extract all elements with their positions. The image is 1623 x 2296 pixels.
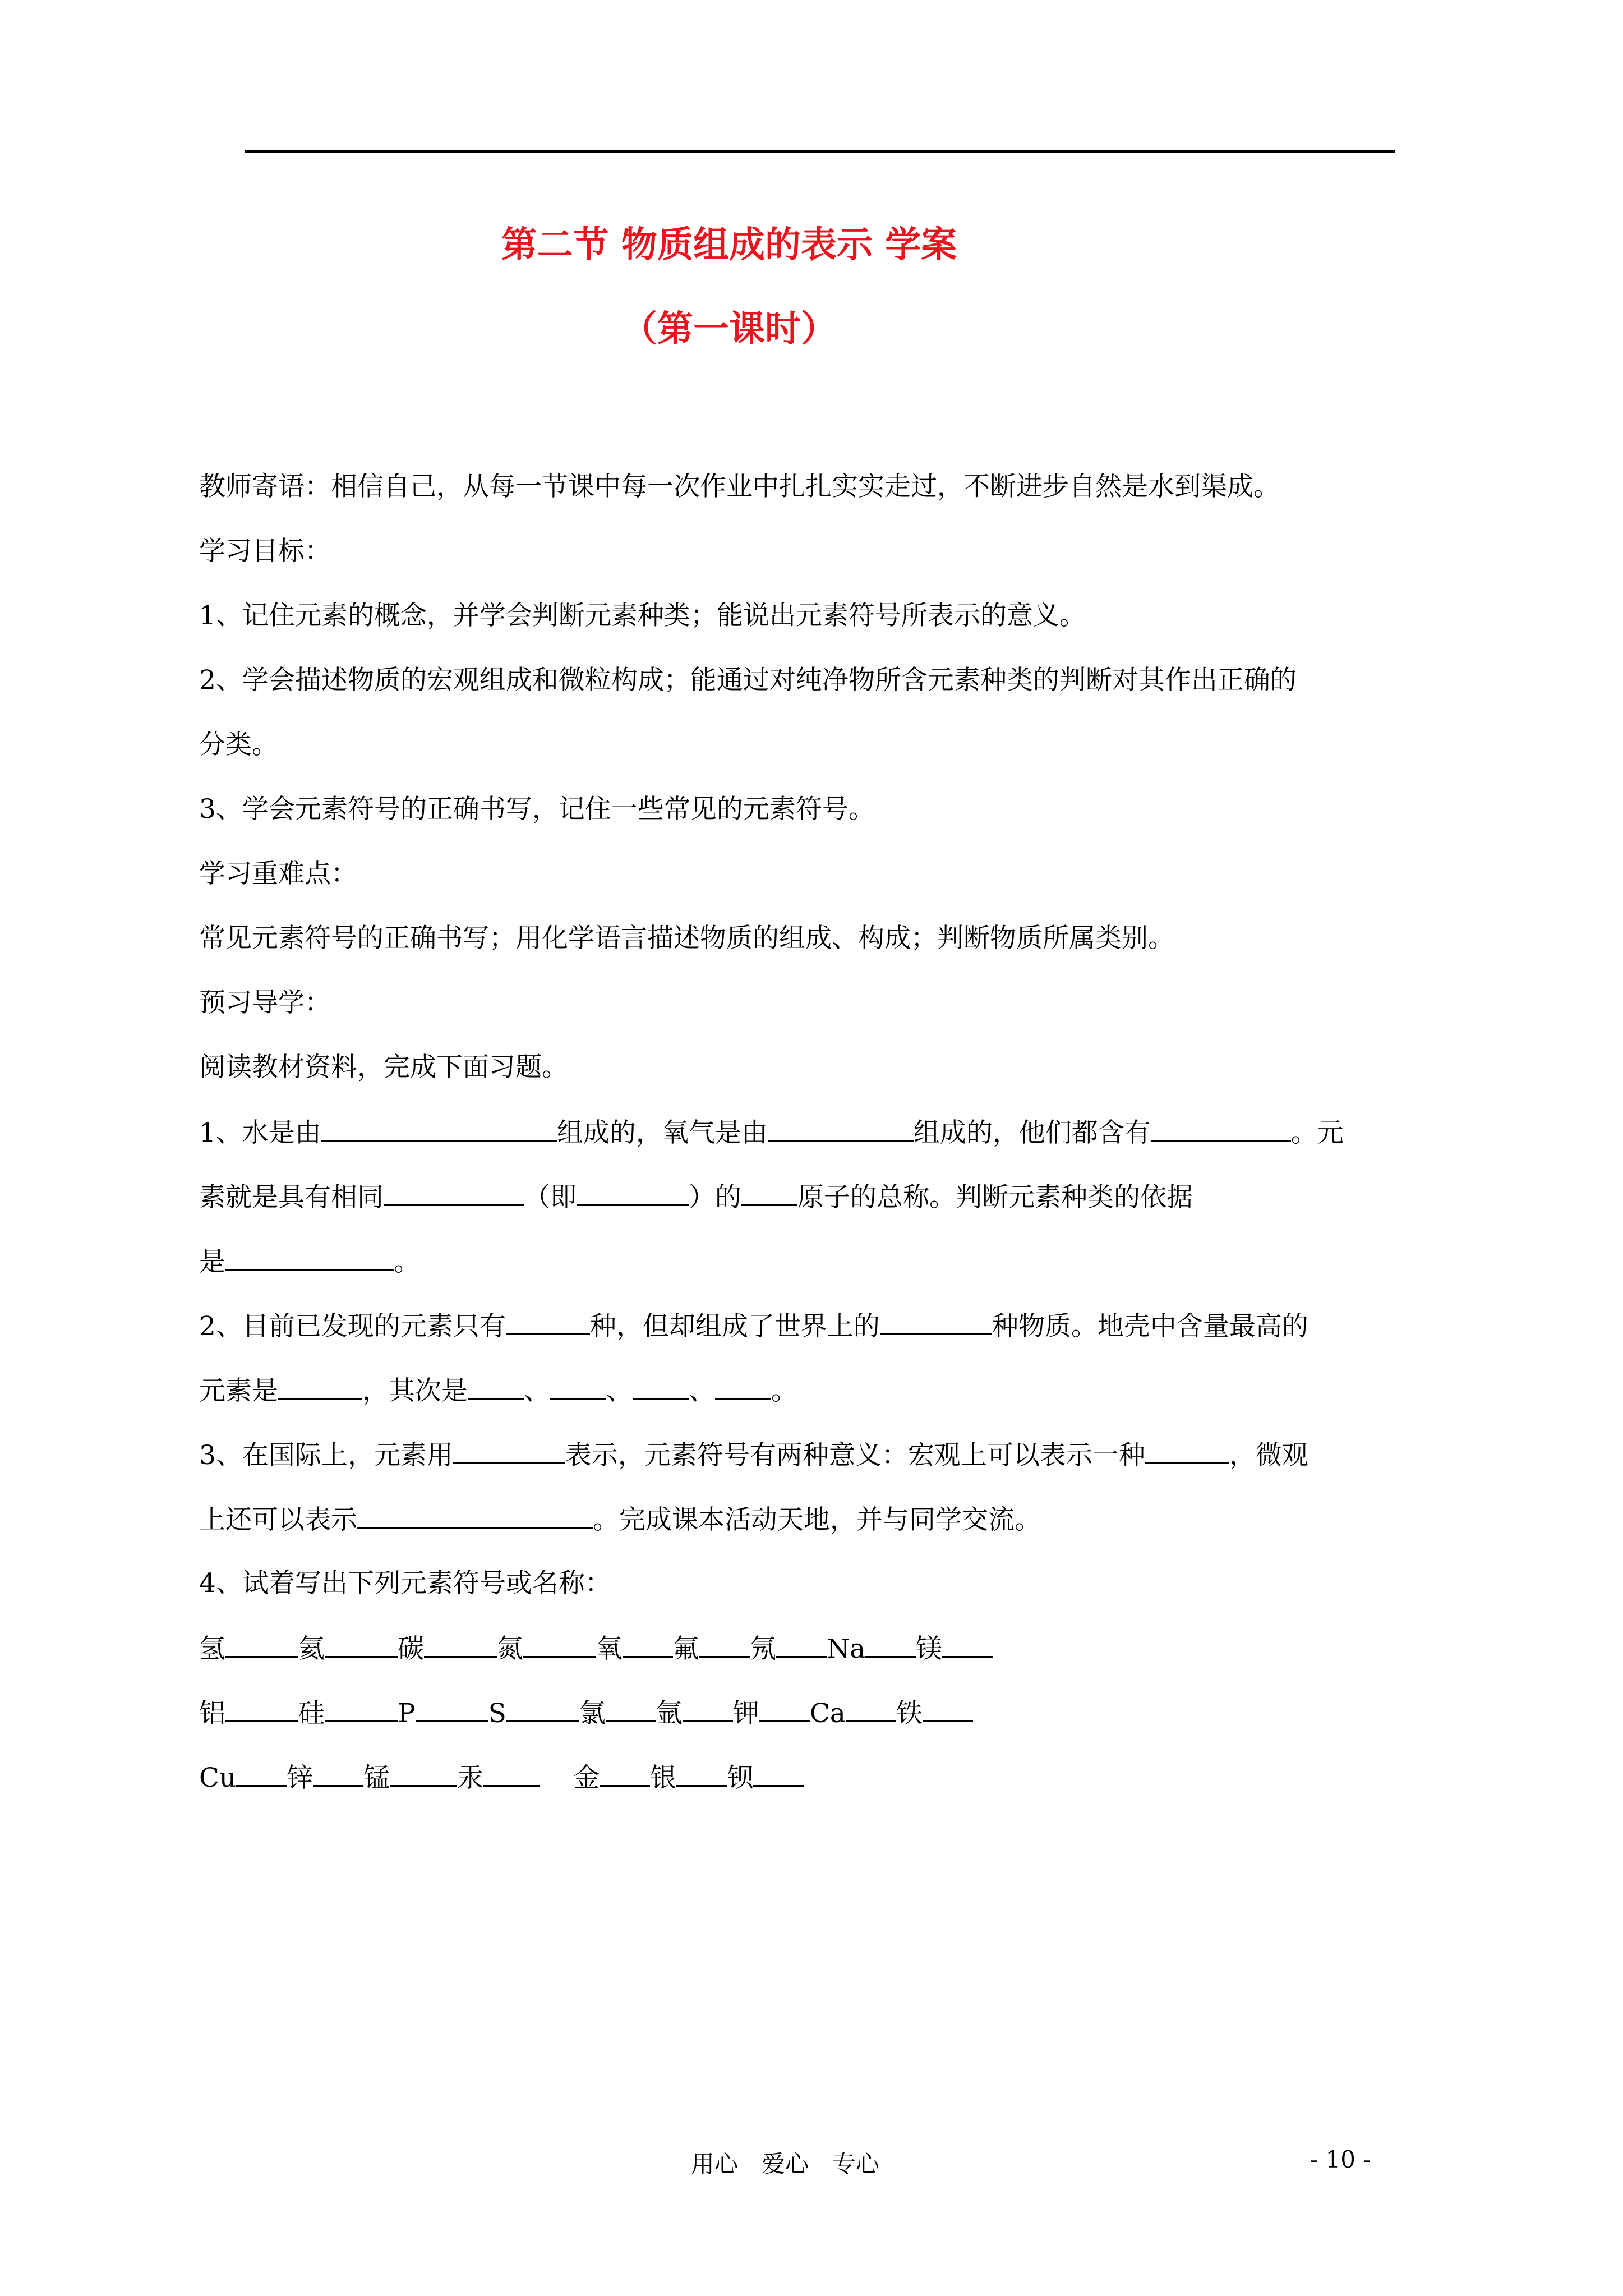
answer-blank[interactable]	[236, 1760, 287, 1787]
answer-blank[interactable]	[453, 1438, 565, 1464]
answer-blank[interactable]	[313, 1760, 363, 1787]
element-label: 铝	[199, 1698, 225, 1729]
goal-2-line-1: 2、学会描述物质的宏观组成和微粒构成；能通过对纯净物所含元素种类的判断对其作出正确的	[199, 665, 1297, 696]
teacher-note: 教师寄语：相信自己，从每一节课中每一次作业中扎扎实实走过，不断进步自然是水到渠成。	[199, 471, 1280, 502]
answer-blank[interactable]	[325, 1631, 398, 1658]
element-label: P	[398, 1698, 416, 1729]
q1-text: 是	[199, 1246, 225, 1277]
element-label: 氟	[673, 1634, 699, 1664]
answer-blank[interactable]	[225, 1244, 394, 1271]
answer-blank[interactable]	[880, 1309, 992, 1335]
element-label: S	[488, 1698, 506, 1729]
element-label: 氧	[596, 1634, 623, 1664]
element-label: 铁	[896, 1698, 923, 1729]
element-label: 氩	[656, 1698, 683, 1729]
q1-text: 。	[394, 1246, 420, 1277]
separator: 、	[689, 1375, 715, 1406]
element-label: 碳	[398, 1634, 424, 1664]
answer-blank[interactable]	[741, 1180, 797, 1206]
goals-heading: 学习目标：	[199, 536, 331, 567]
element-label: 银	[650, 1763, 677, 1793]
element-label: 钡	[727, 1763, 754, 1793]
separator: 、	[524, 1375, 550, 1406]
answer-blank[interactable]	[715, 1373, 771, 1400]
element-row-1	[199, 1631, 993, 1666]
element-label: 金	[573, 1763, 600, 1793]
answer-blank[interactable]	[846, 1696, 896, 1722]
q3-text: 上还可以表示	[199, 1504, 357, 1535]
answer-blank[interactable]	[768, 1115, 914, 1142]
answer-blank[interactable]	[325, 1696, 398, 1722]
q1-text: 。元	[1290, 1117, 1344, 1148]
answer-blank[interactable]	[676, 1760, 727, 1787]
document-title: 第二节 物质组成的表示 学案	[501, 224, 957, 266]
q1-text: 1、水是由	[199, 1117, 321, 1148]
answer-blank[interactable]	[416, 1696, 488, 1722]
q2-text: ，其次是	[362, 1375, 468, 1406]
page-number: - 10 -	[1310, 2146, 1371, 2173]
question-3-line-1	[199, 1438, 1308, 1473]
element-label: 氮	[497, 1634, 523, 1664]
answer-blank[interactable]	[577, 1180, 689, 1206]
answer-blank[interactable]	[753, 1760, 804, 1787]
answer-blank[interactable]	[384, 1180, 524, 1206]
element-label: Na	[827, 1634, 866, 1664]
q2-text: 2、目前已发现的元素只有	[199, 1311, 506, 1342]
q1-text: 原子的总称。判断元素种类的依据	[797, 1182, 1193, 1213]
q2-text: 种物质。地壳中含量最高的	[992, 1311, 1308, 1342]
header-rule	[245, 150, 1395, 153]
q1-text: ）的	[689, 1182, 741, 1213]
answer-blank[interactable]	[523, 1631, 596, 1658]
element-label: 钾	[732, 1698, 759, 1729]
element-row-2	[199, 1696, 973, 1731]
answer-blank[interactable]	[942, 1631, 993, 1658]
footer-slogan: 用心 爱心 专心	[691, 2150, 880, 2178]
q3-text: 表示，元素符号有两种意义：宏观上可以表示一种	[565, 1440, 1145, 1471]
answer-blank[interactable]	[550, 1373, 606, 1400]
element-label: 锌	[287, 1763, 313, 1793]
answer-blank[interactable]	[1145, 1438, 1229, 1464]
element-label: 氦	[298, 1634, 325, 1664]
element-label: 氯	[579, 1698, 606, 1729]
question-2-line-1	[199, 1309, 1308, 1343]
answer-blank[interactable]	[321, 1115, 557, 1142]
answer-blank[interactable]	[606, 1696, 656, 1722]
answer-blank[interactable]	[506, 1696, 579, 1722]
element-label: Ca	[809, 1698, 846, 1729]
element-row-3	[199, 1760, 804, 1795]
answer-blank[interactable]	[600, 1760, 650, 1787]
answer-blank[interactable]	[483, 1760, 540, 1787]
q1-text: 组成的，他们都含有	[913, 1117, 1151, 1148]
element-label: 锰	[363, 1763, 390, 1793]
answer-blank[interactable]	[424, 1631, 497, 1658]
separator: 、	[606, 1375, 633, 1406]
element-label: Cu	[199, 1763, 237, 1793]
q1-text: 组成的，氧气是由	[556, 1117, 768, 1148]
answer-blank[interactable]	[683, 1696, 733, 1722]
answer-blank[interactable]	[633, 1373, 689, 1400]
question-1-line-1	[199, 1115, 1344, 1150]
q2-text: 元素是	[199, 1375, 278, 1406]
answer-blank[interactable]	[623, 1631, 673, 1658]
q3-text: ，微观	[1229, 1440, 1308, 1471]
goal-3: 3、学会元素符号的正确书写，记住一些常见的元素符号。	[199, 794, 875, 825]
answer-blank[interactable]	[699, 1631, 750, 1658]
goal-1: 1、记住元素的概念，并学会判断元素种类；能说出元素符号所表示的意义。	[199, 600, 1086, 631]
element-label: 硅	[298, 1698, 325, 1729]
q1-text: 素就是具有相同	[199, 1182, 384, 1213]
question-4-heading: 4、试着写出下列元素符号或名称：	[199, 1568, 611, 1599]
q2-text: 。	[771, 1375, 797, 1406]
answer-blank[interactable]	[225, 1631, 298, 1658]
answer-blank[interactable]	[506, 1309, 590, 1335]
answer-blank[interactable]	[923, 1696, 973, 1722]
question-1-line-3	[199, 1244, 420, 1279]
q3-text: 。完成课本活动天地，并与同学交流。	[593, 1504, 1041, 1535]
question-2-line-2	[199, 1373, 797, 1408]
answer-blank[interactable]	[225, 1696, 298, 1722]
preview-intro: 阅读教材资料，完成下面习题。	[199, 1052, 568, 1083]
preview-heading: 预习导学：	[199, 987, 331, 1018]
answer-blank[interactable]	[1151, 1115, 1291, 1142]
key-points-text: 常见元素符号的正确书写；用化学语言描述物质的组成、构成；判断物质所属类别。	[199, 923, 1174, 954]
element-label: 汞	[457, 1763, 484, 1793]
element-label: 氢	[199, 1634, 225, 1664]
answer-blank[interactable]	[759, 1696, 810, 1722]
answer-blank[interactable]	[776, 1631, 827, 1658]
q3-text: 3、在国际上，元素用	[199, 1440, 453, 1471]
document-subtitle: （第一课时）	[621, 308, 837, 350]
key-points-heading: 学习重难点：	[199, 858, 357, 889]
element-label: 氖	[750, 1634, 776, 1664]
answer-blank[interactable]	[468, 1373, 524, 1400]
answer-blank[interactable]	[865, 1631, 916, 1658]
question-3-line-2	[199, 1502, 1041, 1537]
element-label: 镁	[916, 1634, 943, 1664]
answer-blank[interactable]	[357, 1502, 593, 1529]
answer-blank[interactable]	[278, 1373, 362, 1400]
q1-text: （即	[524, 1182, 577, 1213]
goal-2-line-2: 分类。	[199, 729, 278, 760]
q2-text: 种，但却组成了世界上的	[589, 1311, 880, 1342]
question-1-line-2	[199, 1180, 1193, 1214]
answer-blank[interactable]	[390, 1760, 457, 1787]
